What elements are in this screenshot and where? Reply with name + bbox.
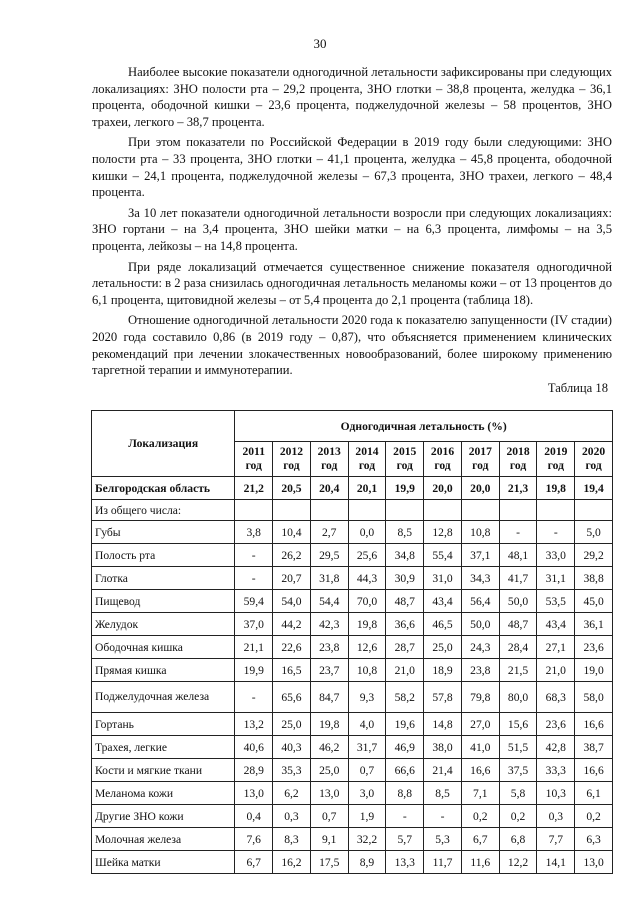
value-cell: 16,6 [575, 713, 613, 736]
value-cell: 18,9 [424, 659, 462, 682]
value-cell: 25,0 [310, 759, 348, 782]
value-cell: 5,0 [575, 521, 613, 544]
value-cell: 46,9 [386, 736, 424, 759]
empty-cell [273, 500, 311, 521]
value-cell: 23,8 [461, 659, 499, 682]
row-label: Ободочная кишка [92, 636, 235, 659]
value-cell: 23,8 [310, 636, 348, 659]
value-cell: 0,2 [499, 805, 537, 828]
empty-cell [348, 500, 386, 521]
value-cell: 8,5 [424, 782, 462, 805]
row-label: Белгородская область [92, 477, 235, 500]
value-cell: 13,2 [235, 713, 273, 736]
value-cell: 13,0 [575, 851, 613, 874]
value-cell: 20,0 [424, 477, 462, 500]
value-cell: 16,6 [461, 759, 499, 782]
value-cell: 35,3 [273, 759, 311, 782]
value-cell: 1,9 [348, 805, 386, 828]
year-label: 2014 [355, 445, 379, 458]
year-label: 2020 [582, 445, 606, 458]
value-cell: 24,3 [461, 636, 499, 659]
table-row [92, 521, 613, 544]
value-cell: 11,7 [424, 851, 462, 874]
year-header-cell [499, 442, 537, 477]
value-cell: 14,8 [424, 713, 462, 736]
value-cell: 19,9 [235, 659, 273, 682]
value-cell: 28,4 [499, 636, 537, 659]
value-cell: 27,1 [537, 636, 575, 659]
value-cell: 21,4 [424, 759, 462, 782]
value-cell: 6,2 [273, 782, 311, 805]
year-unit: год [547, 459, 564, 472]
value-cell: 0,2 [461, 805, 499, 828]
value-cell: 38,7 [575, 736, 613, 759]
table-row [92, 682, 613, 713]
value-cell: 41,0 [461, 736, 499, 759]
year-header-cell [575, 442, 613, 477]
value-cell: 28,9 [235, 759, 273, 782]
year-unit: год [585, 459, 602, 472]
value-cell: 65,6 [273, 682, 311, 713]
value-cell: 54,0 [273, 590, 311, 613]
value-cell: 20,7 [273, 567, 311, 590]
value-cell: 5,7 [386, 828, 424, 851]
table-row [92, 851, 613, 874]
value-cell: 6,7 [235, 851, 273, 874]
row-label: Пищевод [92, 590, 235, 613]
value-cell: 34,3 [461, 567, 499, 590]
value-cell: 20,5 [273, 477, 311, 500]
value-cell: 0,3 [537, 805, 575, 828]
value-cell: 5,8 [499, 782, 537, 805]
year-unit: год [245, 459, 262, 472]
value-cell: 9,3 [348, 682, 386, 713]
value-cell: 33,3 [537, 759, 575, 782]
value-cell: 56,4 [461, 590, 499, 613]
value-cell: - [235, 544, 273, 567]
value-cell: 43,4 [537, 613, 575, 636]
value-cell: 6,1 [575, 782, 613, 805]
row-label: Меланома кожи [92, 782, 235, 805]
year-header-cell [310, 442, 348, 477]
value-cell: 21,1 [235, 636, 273, 659]
value-cell: 10,8 [348, 659, 386, 682]
paragraph-5: Отношение одногодичной летальности 2020 года к показателю запущенности (IV стадии) 2020 года составило 0,86 (в 2019 году – 0,87), что объясняется применением клинических рекомендаций при лечении злокачественных новообразований, более широкому применению таргетной терапии и иммунотерапии. [92, 313, 612, 378]
year-label: 2019 [544, 445, 568, 458]
value-cell: 19,4 [575, 477, 613, 500]
value-cell: 0,2 [575, 805, 613, 828]
table-row [92, 477, 613, 500]
value-cell: 42,8 [537, 736, 575, 759]
value-cell: 25,0 [424, 636, 462, 659]
table-row [92, 759, 613, 782]
value-cell: 25,6 [348, 544, 386, 567]
value-cell: 38,8 [575, 567, 613, 590]
body-text [92, 64, 612, 383]
value-cell: 6,7 [461, 828, 499, 851]
row-label: Полость рта [92, 544, 235, 567]
year-label: 2018 [506, 445, 530, 458]
value-cell: 44,2 [273, 613, 311, 636]
value-cell: 7,6 [235, 828, 273, 851]
row-label: Другие ЗНО кожи [92, 805, 235, 828]
value-cell: 55,4 [424, 544, 462, 567]
value-cell: 29,5 [310, 544, 348, 567]
year-label: 2013 [317, 445, 341, 458]
table-row [92, 659, 613, 682]
value-cell: 8,9 [348, 851, 386, 874]
value-cell: 38,0 [424, 736, 462, 759]
value-cell: 48,1 [499, 544, 537, 567]
value-cell: 36,1 [575, 613, 613, 636]
value-cell: 57,8 [424, 682, 462, 713]
row-label: Поджелудочная железа [92, 682, 235, 713]
value-cell: 20,4 [310, 477, 348, 500]
value-cell: 7,1 [461, 782, 499, 805]
paragraph-4: При ряде локализаций отмечается существенное снижение показателя одногодичной летальности: в 2 раза снизилась одногодичная летальность меланомы кожи – от 13 процентов до 6,1 процента, щитовидной железы – от 5,4 процента до 2,1 процента (таблица 18). [92, 259, 612, 307]
value-cell: 6,8 [499, 828, 537, 851]
value-cell: 84,7 [310, 682, 348, 713]
row-label: Кости и мягкие ткани [92, 759, 235, 782]
value-cell: - [235, 567, 273, 590]
value-cell: 33,0 [537, 544, 575, 567]
year-unit: год [509, 459, 527, 472]
value-cell: 19,8 [537, 477, 575, 500]
value-cell: 48,7 [499, 613, 537, 636]
year-header-cell [348, 442, 386, 477]
year-header-cell [235, 442, 273, 477]
value-cell: 8,8 [386, 782, 424, 805]
value-cell: 58,0 [575, 682, 613, 713]
value-cell: 19,9 [386, 477, 424, 500]
value-cell: 43,4 [424, 590, 462, 613]
value-cell: 19,6 [386, 713, 424, 736]
value-cell: 16,6 [575, 759, 613, 782]
table-row [92, 590, 613, 613]
value-cell: 30,9 [386, 567, 424, 590]
value-cell: 31,7 [348, 736, 386, 759]
value-cell: 48,7 [386, 590, 424, 613]
value-cell: 21,5 [499, 659, 537, 682]
value-cell: 58,2 [386, 682, 424, 713]
value-cell: 12,8 [424, 521, 462, 544]
value-cell: 37,0 [235, 613, 273, 636]
year-unit: год [358, 459, 376, 472]
year-label: 2016 [430, 445, 455, 458]
year-header-cell [273, 442, 311, 477]
subheader-label: Из общего числа: [92, 500, 235, 521]
value-cell: 16,5 [273, 659, 311, 682]
value-cell: 21,3 [499, 477, 537, 500]
empty-cell [575, 500, 613, 521]
value-cell: - [537, 521, 575, 544]
year-unit: год [321, 459, 338, 472]
value-cell: 53,5 [537, 590, 575, 613]
empty-cell [310, 500, 348, 521]
table-row [92, 805, 613, 828]
year-header-cell [461, 442, 499, 477]
value-cell: 21,0 [386, 659, 424, 682]
empty-cell [386, 500, 424, 521]
value-cell: 36,6 [386, 613, 424, 636]
value-cell: 10,8 [461, 521, 499, 544]
value-cell: 12,2 [499, 851, 537, 874]
value-cell: 37,1 [461, 544, 499, 567]
year-label: 2012 [279, 445, 304, 458]
value-cell: 28,7 [386, 636, 424, 659]
value-cell: 31,0 [424, 567, 462, 590]
value-cell: 17,5 [310, 851, 348, 874]
value-cell: 10,4 [273, 521, 311, 544]
row-label: Гортань [92, 713, 235, 736]
table-row [92, 782, 613, 805]
value-cell: 27,0 [461, 713, 499, 736]
value-cell: 31,8 [310, 567, 348, 590]
lethality-table [91, 410, 613, 874]
value-cell: 42,3 [310, 613, 348, 636]
row-label: Прямая кишка [92, 659, 235, 682]
value-cell: 0,7 [348, 759, 386, 782]
value-cell: 15,6 [499, 713, 537, 736]
value-cell: 45,0 [575, 590, 613, 613]
value-cell: - [386, 805, 424, 828]
row-label: Глотка [92, 567, 235, 590]
year-header-cell [537, 442, 575, 477]
row-label: Шейка матки [92, 851, 235, 874]
value-cell: - [499, 521, 537, 544]
value-cell: 10,3 [537, 782, 575, 805]
year-label: 2017 [468, 445, 492, 458]
value-cell: 51,5 [499, 736, 537, 759]
value-cell: 16,2 [273, 851, 311, 874]
value-cell: 9,1 [310, 828, 348, 851]
value-cell: 13,0 [235, 782, 273, 805]
value-cell: 0,7 [310, 805, 348, 828]
value-cell: 50,0 [461, 613, 499, 636]
table-row [92, 713, 613, 736]
table-row [92, 613, 613, 636]
row-label: Желудок [92, 613, 235, 636]
empty-cell [461, 500, 499, 521]
value-cell: 34,8 [386, 544, 424, 567]
table-row [92, 736, 613, 759]
value-cell: 68,3 [537, 682, 575, 713]
empty-cell [235, 500, 273, 521]
value-cell: 20,0 [461, 477, 499, 500]
value-cell: 40,6 [235, 736, 273, 759]
header-group: Одногодичная летальность (%) [235, 411, 613, 442]
empty-cell [537, 500, 575, 521]
value-cell: 8,3 [273, 828, 311, 851]
value-cell: - [235, 682, 273, 713]
value-cell: 21,0 [537, 659, 575, 682]
value-cell: 0,3 [273, 805, 311, 828]
value-cell: 37,5 [499, 759, 537, 782]
subheader-row [92, 500, 613, 521]
value-cell: 3,8 [235, 521, 273, 544]
value-cell: 0,4 [235, 805, 273, 828]
value-cell: 29,2 [575, 544, 613, 567]
empty-cell [499, 500, 537, 521]
year-label: 2015 [393, 445, 417, 458]
value-cell: 14,1 [537, 851, 575, 874]
value-cell: 44,3 [348, 567, 386, 590]
value-cell: 66,6 [386, 759, 424, 782]
value-cell: 46,2 [310, 736, 348, 759]
year-unit: год [283, 459, 300, 472]
row-label: Трахея, легкие [92, 736, 235, 759]
value-cell: 20,1 [348, 477, 386, 500]
value-cell: 8,5 [386, 521, 424, 544]
value-cell: 6,3 [575, 828, 613, 851]
value-cell: - [424, 805, 462, 828]
value-cell: 26,2 [273, 544, 311, 567]
row-label: Губы [92, 521, 235, 544]
value-cell: 12,6 [348, 636, 386, 659]
year-label: 2011 [242, 445, 266, 458]
year-header-cell [424, 442, 462, 477]
value-cell: 13,3 [386, 851, 424, 874]
paragraph-1: Наиболее высокие показатели одногодичной летальности зафиксированы при следующих локализациях: ЗНО полости рта – 29,2 процента, ЗНО глотки – 38,8 процента, желудка – 36,1 процента, ободочной кишки – 23,6 процента, поджелудочной железы – 58 процентов, ЗНО трахеи, легкого – 38,7 процента. [92, 65, 612, 129]
value-cell: 32,2 [348, 828, 386, 851]
table-row [92, 567, 613, 590]
value-cell: 79,8 [461, 682, 499, 713]
value-cell: 41,7 [499, 567, 537, 590]
value-cell: 21,2 [235, 477, 273, 500]
value-cell: 23,7 [310, 659, 348, 682]
row-label: Молочная железа [92, 828, 235, 851]
value-cell: 19,0 [575, 659, 613, 682]
table-row [92, 636, 613, 659]
year-unit: год [396, 459, 413, 472]
value-cell: 50,0 [499, 590, 537, 613]
table-row [92, 544, 613, 567]
year-unit: год [434, 459, 451, 472]
value-cell: 70,0 [348, 590, 386, 613]
value-cell: 59,4 [235, 590, 273, 613]
empty-cell [424, 500, 462, 521]
value-cell: 40,3 [273, 736, 311, 759]
value-cell: 54,4 [310, 590, 348, 613]
year-unit: год [472, 459, 489, 472]
page-number: 30 [313, 36, 327, 51]
table-row [92, 828, 613, 851]
value-cell: 23,6 [537, 713, 575, 736]
value-cell: 22,6 [273, 636, 311, 659]
value-cell: 19,8 [310, 713, 348, 736]
value-cell: 31,1 [537, 567, 575, 590]
value-cell: 25,0 [273, 713, 311, 736]
paragraph-2: При этом показатели по Российской Федерации в 2019 году были следующими: ЗНО полости рта – 33 процента, ЗНО глотки – 41,1 процента, желудка – 45,8 процента, ободочной кишки – 24,1 процента, поджелудочной железы – 67,3 процента, ЗНО трахеи, легкого – 48,4 процента. [92, 135, 612, 200]
paragraph-3: За 10 лет показатели одногодичной летальности возросли при следующих локализациях: ЗНО гортани – на 3,4 процента, ЗНО шейки матки – на 6,3 процента, лимфомы – на 3,5 процента, лейкозы – на 14,8 процента. [92, 205, 612, 253]
value-cell: 80,0 [499, 682, 537, 713]
value-cell: 11,6 [461, 851, 499, 874]
value-cell: 5,3 [424, 828, 462, 851]
year-header-cell [386, 442, 424, 477]
value-cell: 13,0 [310, 782, 348, 805]
value-cell: 46,5 [424, 613, 462, 636]
value-cell: 4,0 [348, 713, 386, 736]
value-cell: 2,7 [310, 521, 348, 544]
table-body [92, 477, 613, 874]
value-cell: 0,0 [348, 521, 386, 544]
value-cell: 23,6 [575, 636, 613, 659]
value-cell: 19,8 [348, 613, 386, 636]
value-cell: 7,7 [537, 828, 575, 851]
header-location: Локализация [92, 411, 235, 477]
table-caption: Таблица 18 [547, 381, 608, 395]
value-cell: 3,0 [348, 782, 386, 805]
